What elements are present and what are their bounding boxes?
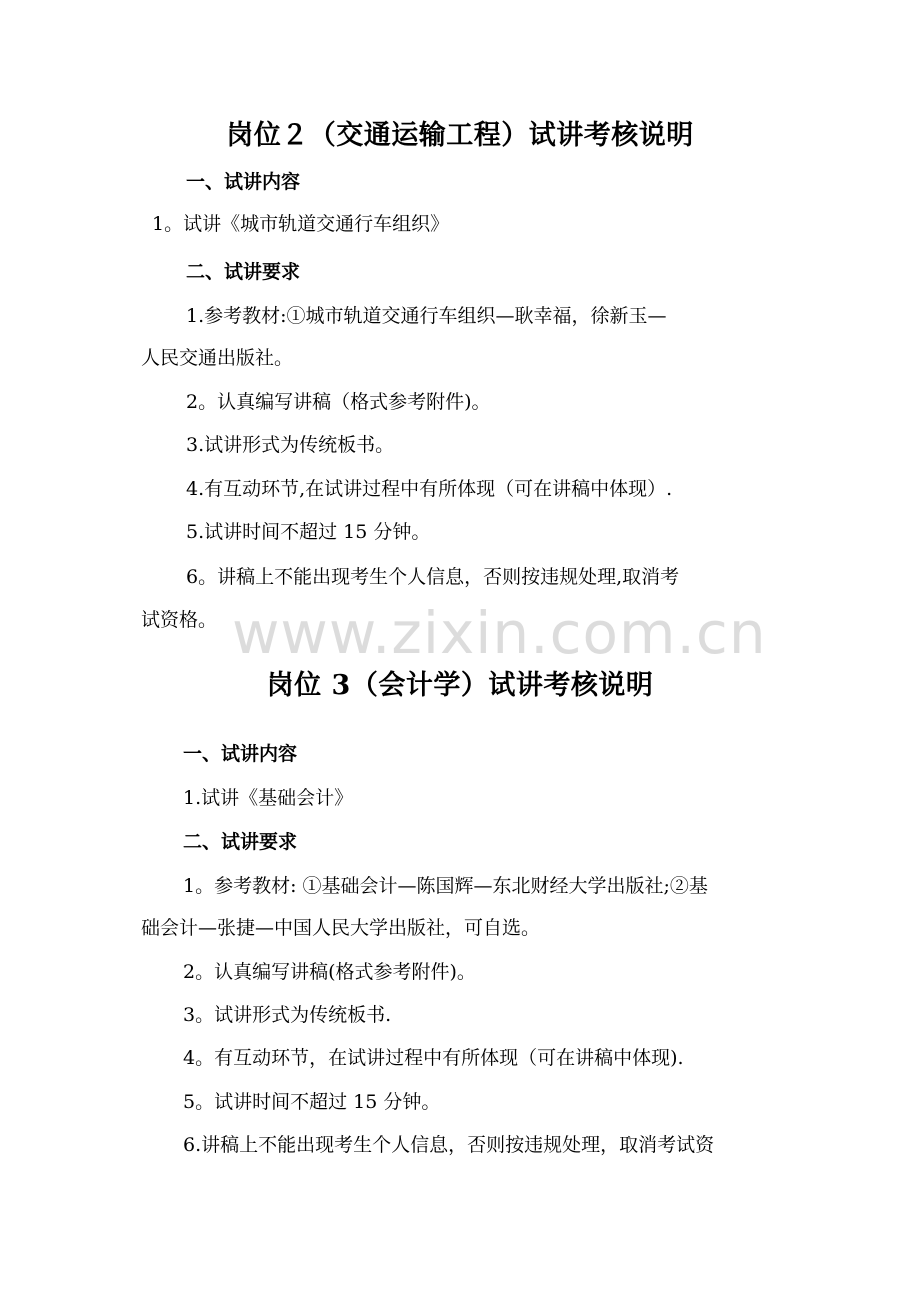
section1-req-1b: 人民交通出版社。: [141, 347, 294, 369]
section2-req-6: 6.讲稿上不能出现考生个人信息，否则按违规处理，取消考试资: [183, 1134, 715, 1156]
section2-req-3: 3。试讲形式为传统板书.: [183, 1004, 392, 1026]
section1-req-5: 5.试讲时间不超过 15 分钟。: [186, 521, 431, 543]
section1-req-6b: 试资格。: [141, 609, 218, 631]
section2-req-5: 5。试讲时间不超过 15 分钟。: [183, 1091, 441, 1113]
section2-req-1b: 础会计—张捷—中国人民大学出版社，可自选。: [141, 917, 541, 939]
section1-req-2: 2。认真编写讲稿（格式参考附件)。: [186, 391, 491, 413]
section2-req-4: 4。有互动环节，在试讲过程中有所体现（可在讲稿中体现).: [183, 1047, 684, 1069]
section1-title: 岗位２（交通运输工程）试讲考核说明: [226, 120, 694, 151]
section1-req-6a: 6。讲稿上不能出现考生个人信息，否则按违规处理,取消考: [186, 566, 680, 588]
section1-heading-requirements: 二、试讲要求: [186, 261, 301, 283]
watermark-text: www.zixin.com.cn: [232, 599, 767, 667]
section2-req-2: 2。认真编写讲稿(格式参考附件)。: [183, 961, 476, 983]
section2-req-1a: 1。参考教材: ①基础会计—陈国辉—东北财经大学出版社;②基: [183, 875, 708, 897]
section2-content-item: 1.试讲《基础会计》: [183, 787, 354, 809]
section1-req-4: 4.有互动环节,在试讲过程中有所体现（可在讲稿中体现）.: [186, 478, 673, 500]
section2-heading-content: 一、试讲内容: [183, 743, 298, 765]
section1-req-3: 3.试讲形式为传统板书。: [186, 434, 395, 456]
section1-heading-content: 一、试讲内容: [186, 171, 301, 193]
section2-title: 岗位 3（会计学）试讲考核说明: [266, 670, 654, 701]
section1-req-1a: 1.参考教材:①城市轨道交通行车组织—耿幸福，徐新玉—: [186, 305, 667, 327]
section2-heading-requirements: 二、试讲要求: [183, 831, 298, 853]
section1-content-item: 1。试讲《城市轨道交通行车组织》: [152, 213, 450, 235]
